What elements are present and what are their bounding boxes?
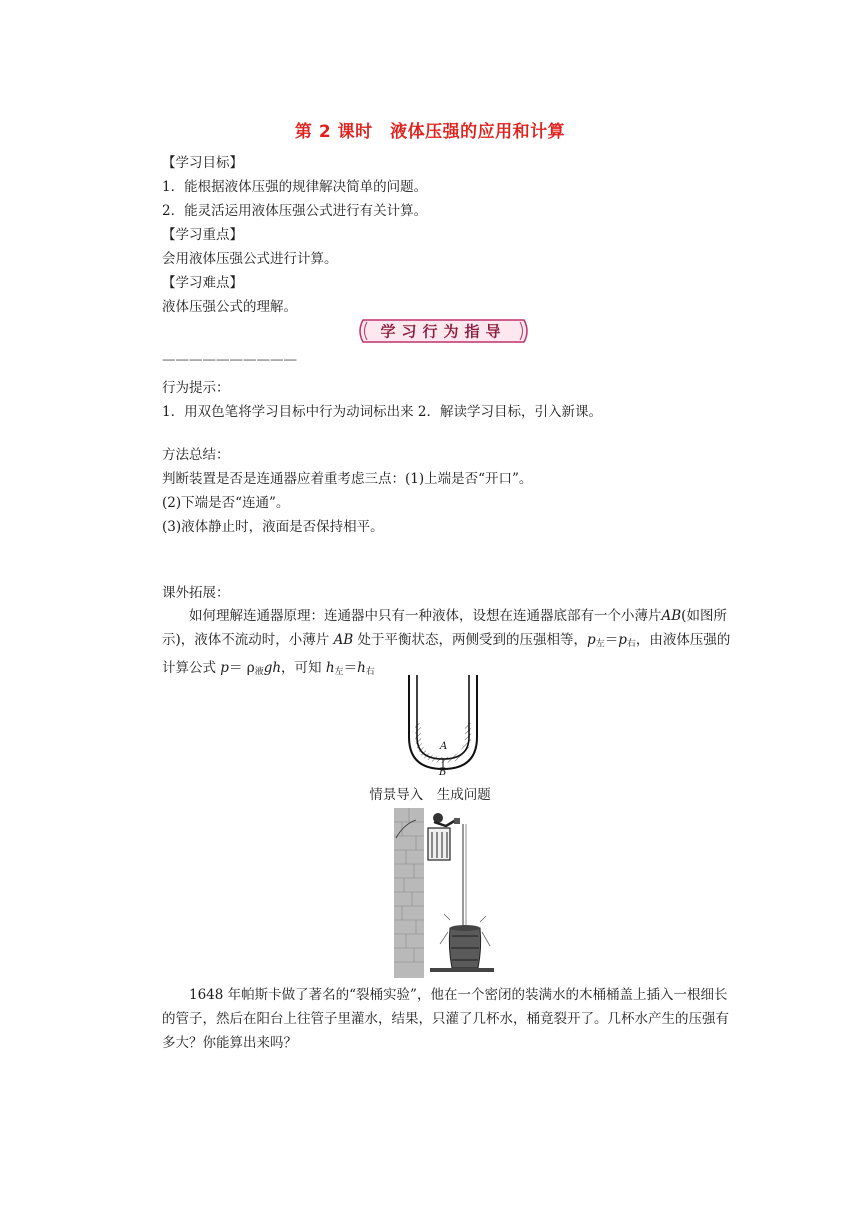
key-point-text: 会用液体压强公式进行计算。 (162, 251, 338, 267)
key-point-heading: 【学习重点】 (162, 227, 243, 243)
extension-paragraph: 如何理解连通器原理：连通器中只有一种液体，设想在连通器底部有一个小薄片AB(如图所示)，液体不流动时，小薄片 AB 处于平衡状态，两侧受到的压强相等，$p_左=p_右$，由液体压强的计算公式 $p= \rho_液gh$，可知 $h_左=h_右$ (162, 608, 731, 677)
difficulty-text: 液体压强公式的理解。 (162, 299, 297, 315)
method-heading: 方法总结： (162, 447, 230, 463)
divider: —————————— (162, 352, 297, 368)
u-tube-figure (405, 675, 485, 775)
pascal-paragraph: 1648 年帕斯卡做了著名的“裂桶实验”，他在一个密闭的装满水的木桶桶盖上插入一根细长的管子，然后在阳台上往管子里灌水，结果，只灌了几杯水，桶竟裂开了。几杯水产生的压强有多大？你能算出来吗？ (162, 987, 729, 1051)
objectives-heading: 【学习目标】 (162, 155, 243, 171)
difficulty-heading: 【学习难点】 (162, 275, 243, 291)
page-title: 第 2 课时 液体压强的应用和计算 (294, 122, 566, 142)
banner-text: 学习行为指导 (380, 322, 507, 341)
objective-item-1: 1．能根据液体压强的规律解决简单的问题。 (162, 179, 428, 195)
section-banner (357, 318, 530, 344)
behavior-heading: 行为提示： (162, 380, 230, 396)
behavior-text: 1．用双色笔将学习目标中行为动词标出来 2．解读学习目标，引入新课。 (162, 404, 602, 420)
objective-item-2: 2．能灵活运用液体压强公式进行有关计算。 (162, 203, 428, 219)
section-caption: 情景导入 生成问题 (369, 787, 491, 803)
method-line-1: 判断装置是否是连通器应着重考虑三点：(1)上端是否“开口”。 (162, 471, 533, 487)
method-line-3: (3)液体静止时，液面是否保持相平。 (162, 519, 384, 535)
extension-heading: 课外拓展： (162, 585, 230, 601)
label-b: B (439, 767, 447, 775)
method-line-2: (2)下端是否“连通”。 (162, 495, 290, 511)
pascal-barrel-illustration (394, 808, 496, 978)
label-a: A (440, 741, 448, 752)
